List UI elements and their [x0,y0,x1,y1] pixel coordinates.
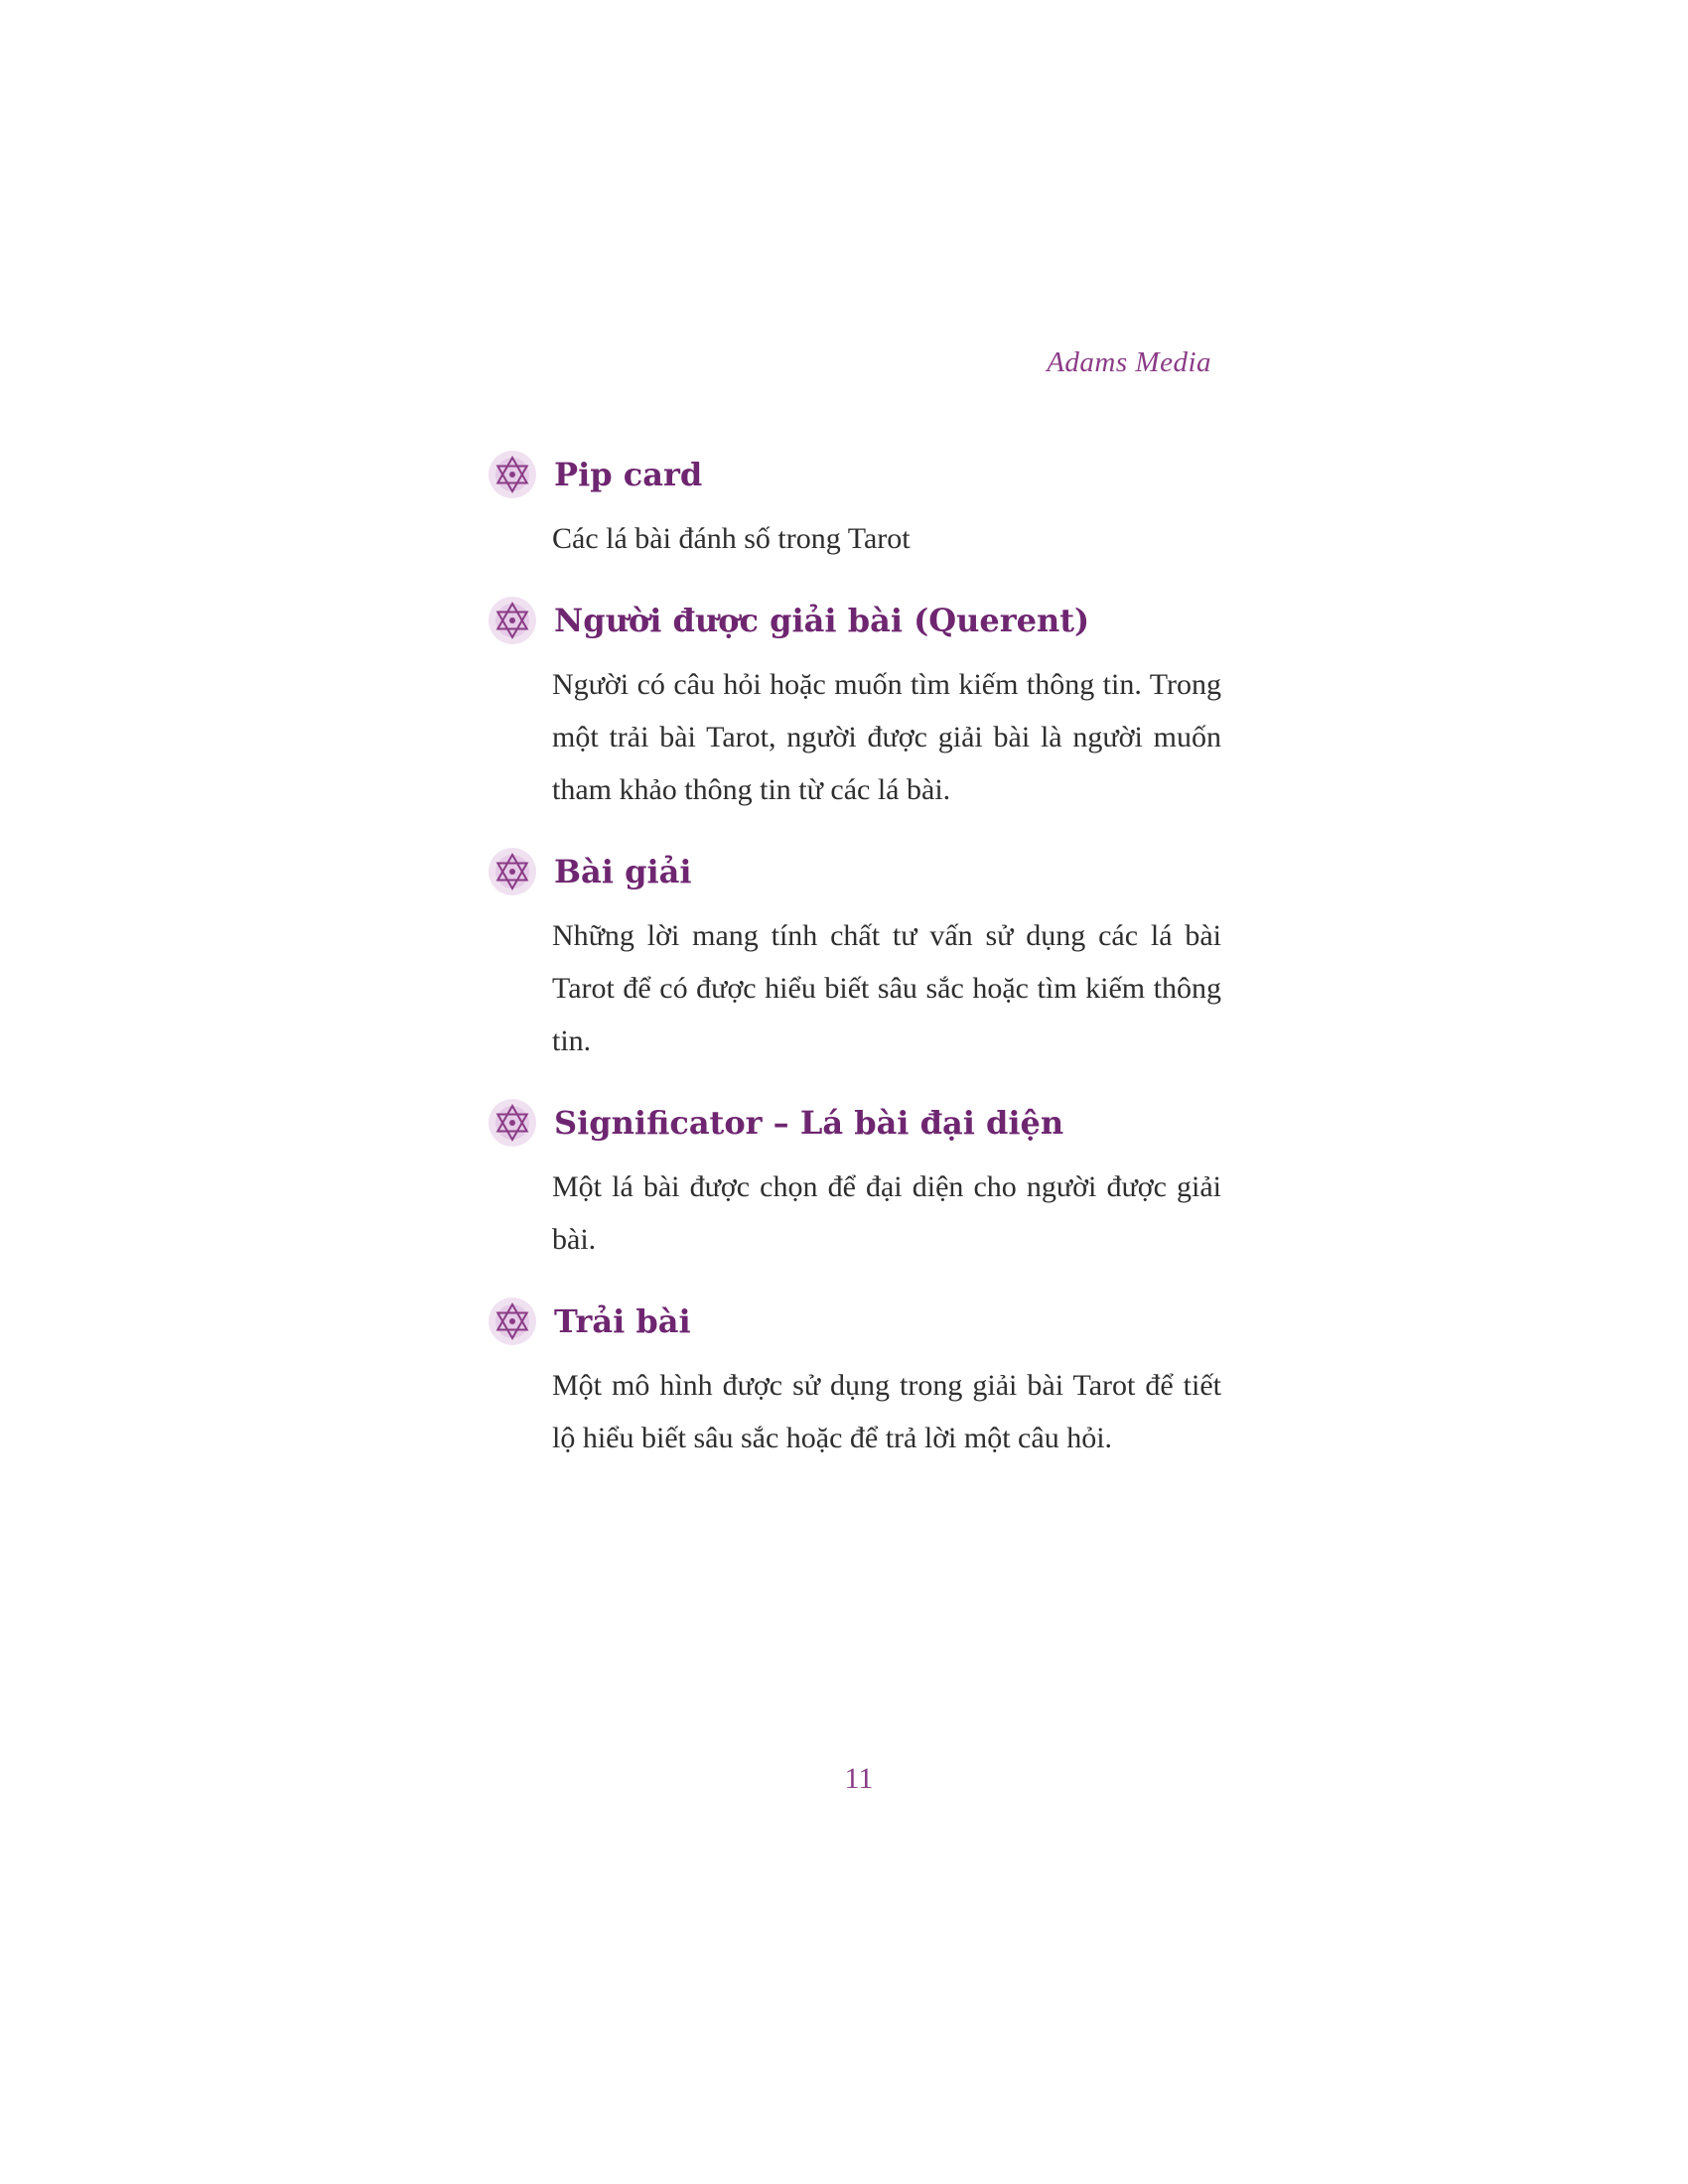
glossary-term: Significator – Lá bài đại diện [554,1104,1064,1142]
term-row [487,447,1221,502]
glossary-definition: Những lời mang tính chất tư vấn sử dụng các lá bài Tarot để có được hiểu biết sâu sắc hoặc tìm kiếm thông tin. [552,919,1221,1057]
glossary-definition: Một mô hình được sử dụng trong giải bài Tarot để tiết lộ hiểu biết sâu sắc hoặc để trả lời một câu hỏi. [552,1369,1221,1454]
star-of-david-icon [487,595,538,646]
glossary-list [487,447,1221,1492]
glossary-term: Người được giải bài (Querent) [554,602,1090,639]
glossary-entry [487,844,1221,1067]
term-row [487,593,1221,648]
glossary-entry [487,1095,1221,1266]
glossary-term: Pip card [554,456,703,493]
term-row [487,844,1221,899]
star-of-david-icon [487,846,538,897]
running-header: Adams Media [1047,346,1211,378]
glossary-term: Trải bài [554,1302,691,1340]
glossary-entry [487,447,1221,565]
page-number: 11 [844,1762,874,1795]
glossary-definition: Một lá bài được chọn để đại diện cho người được giải bài. [552,1170,1221,1256]
glossary-term: Bài giải [554,853,692,890]
glossary-definition: Người có câu hỏi hoặc muốn tìm kiếm thông tin. Trong một trải bài Tarot, người được giải bài là người muốn tham khảo thông tin từ các lá bài. [552,668,1221,806]
star-of-david-icon [487,1296,538,1347]
star-of-david-icon [487,449,538,500]
glossary-entry [487,593,1221,816]
glossary-entry [487,1294,1221,1464]
term-row [487,1294,1221,1349]
star-of-david-icon [487,1097,538,1149]
term-row [487,1095,1221,1151]
glossary-definition: Các lá bài đánh số trong Tarot [552,522,911,555]
